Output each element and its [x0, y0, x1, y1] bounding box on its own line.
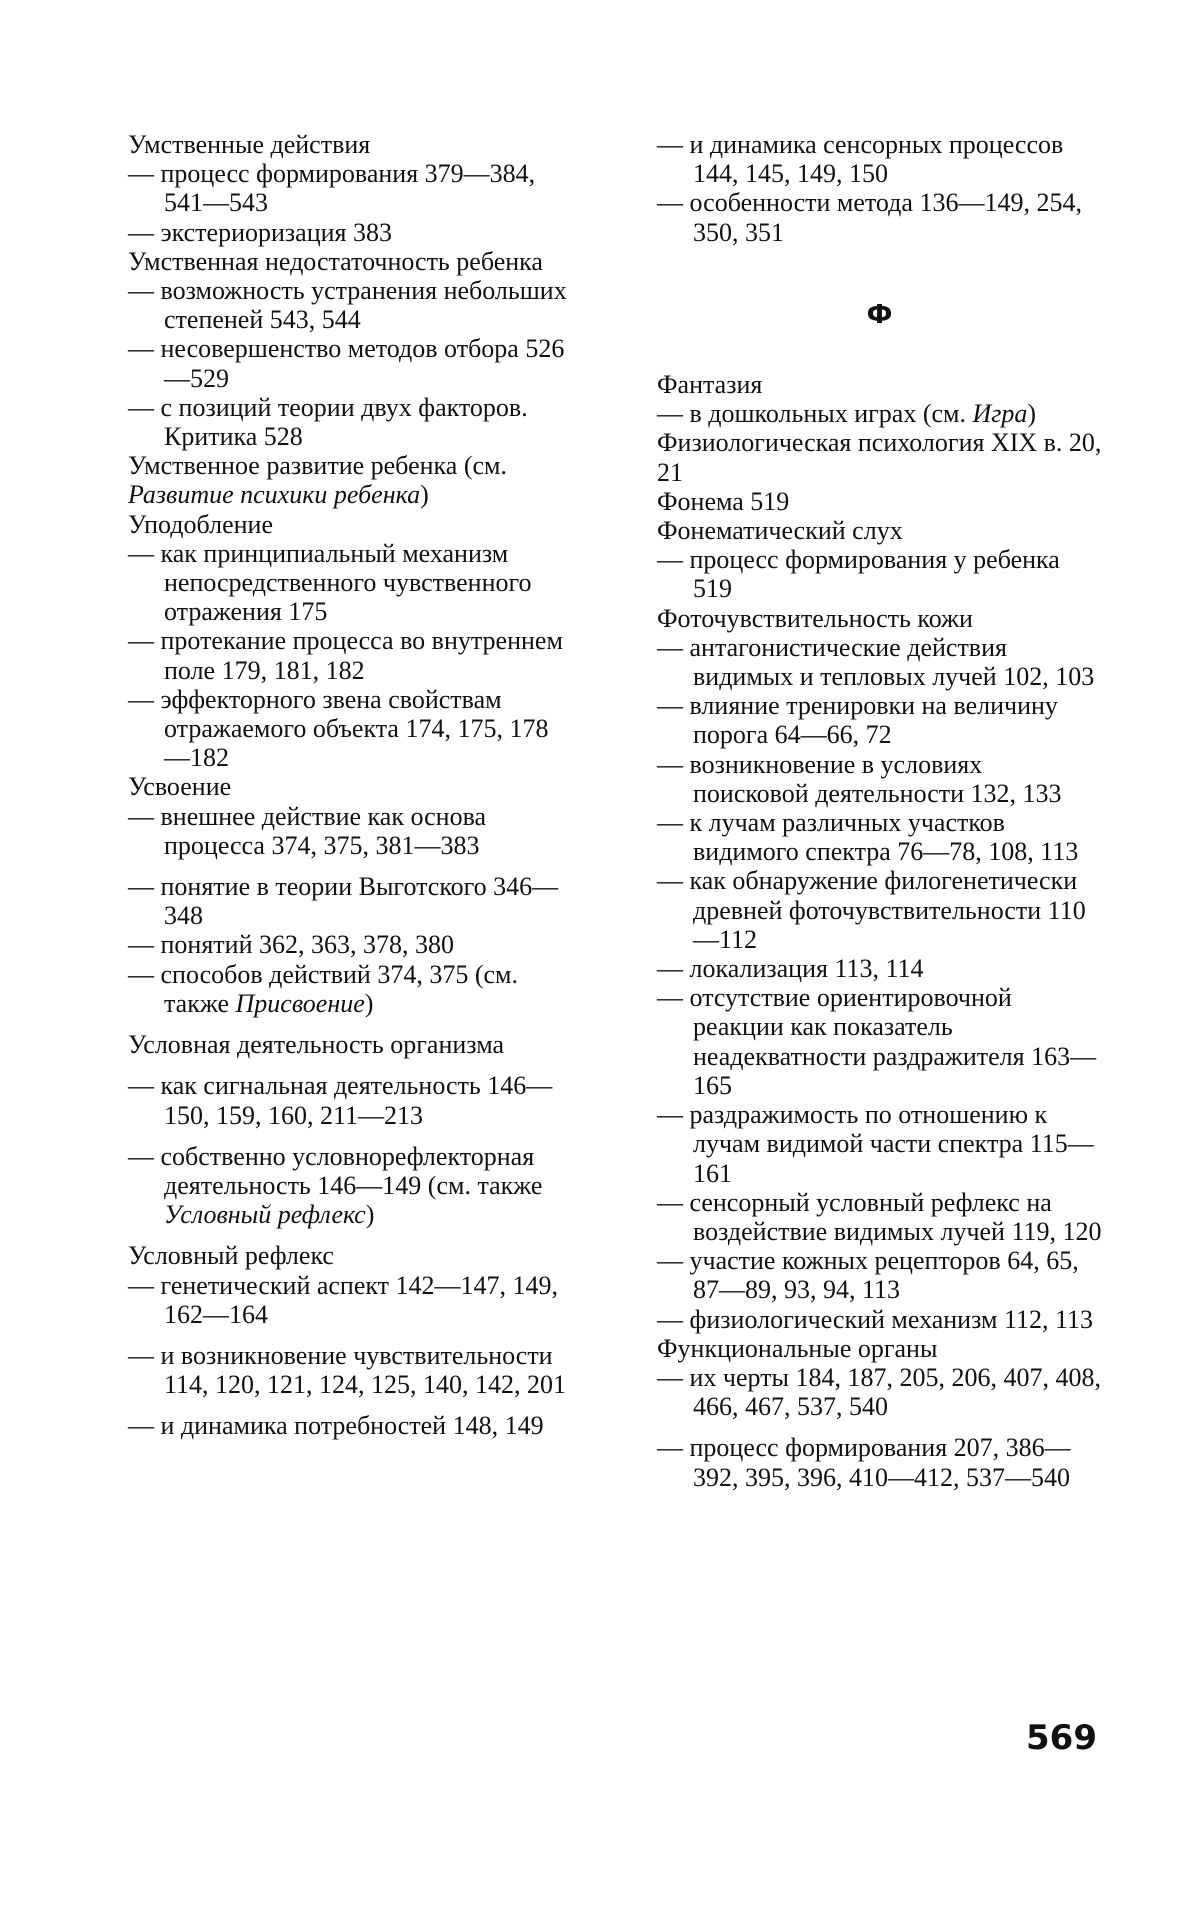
index-heading [657, 604, 1102, 633]
index-subentry [128, 1411, 573, 1440]
index-heading [657, 1334, 1102, 1363]
entry-text: — понятий 362, 363, 378, 380 [128, 930, 454, 960]
entry-text: — понятие в теории Выготского 346—348 [128, 872, 559, 931]
index-subentry [657, 130, 1102, 188]
index-subentry [657, 1433, 1102, 1491]
entry-text: — процесс формирования у ребенка 519 [657, 545, 1060, 604]
entry-text: — способов действий 374, 375 [128, 959, 469, 989]
continued-entries [657, 130, 1102, 247]
index-subentry [128, 334, 573, 392]
entry-text: — к лучам различных участков видимого спектра 76—78, 108, 113 [657, 808, 1079, 867]
entry-text: — собственно условнорефлекторная деятельность 146—149 [128, 1141, 535, 1200]
entry-text: — возникновение в условиях поисковой деятельности 132, 133 [657, 749, 1062, 808]
entry-text: — влияние тренировки на величину порога 64—66, 72 [657, 691, 1058, 750]
index-subentry [128, 276, 573, 334]
index-heading [657, 516, 1102, 545]
index-subentry [128, 539, 573, 627]
index-subentry [657, 1100, 1102, 1188]
entry-text: — их черты 184, 187, 205, 206, 407, 408, 466, 467, 537, 540 [657, 1362, 1102, 1422]
entry-text: — и динамика потребностей 148, 149 [128, 1411, 544, 1441]
entry-text: Фонема 519 [657, 486, 790, 516]
index-subentry [657, 691, 1102, 749]
entry-text: Умственная недостаточность ребенка [128, 246, 543, 276]
entry-text: — и возникновение чувствительности 114, 120, 121, 124, 125, 140, 142, 201 [128, 1340, 567, 1400]
cross-ref-prefix: (см. также [164, 959, 518, 1018]
cross-ref-suffix: ) [364, 988, 374, 1018]
entry-text: — участие кожных рецепторов 64, 65, 87—89, 93, 94, 113 [657, 1246, 1079, 1305]
index-subentry [657, 750, 1102, 808]
cross-ref-suffix: ) [1027, 399, 1037, 429]
index-subentry [128, 960, 573, 1018]
entry-text: — антагонистические действия видимых и тепловых лучей 102, 103 [657, 632, 1095, 692]
index-subentry [657, 983, 1102, 1100]
entry-text: Усвоение [128, 772, 232, 802]
index-subentry [657, 808, 1102, 866]
entry-text: — отсутствие ориентировочной реакции как показатель неадекватности раздражителя 163—165 [657, 983, 1097, 1100]
index-subentry [128, 218, 573, 247]
index-subentry [128, 1341, 573, 1399]
entry-text: — особенности метода 136—149, 254, 350, 351 [657, 188, 1082, 247]
entry-text: — физиологический механизм 112, 113 [657, 1304, 1094, 1334]
entry-text: — процесс формирования 207, 386—392, 395, 396, 410—412, 537—540 [657, 1433, 1071, 1492]
index-subentry [128, 393, 573, 451]
entry-text: — экстериоризация 383 [128, 217, 393, 247]
index-subentry [657, 866, 1102, 954]
entry-text: — генетический аспект 142—147, 149, 162—164 [128, 1270, 559, 1329]
entry-text: — протекание процесса во внутреннем поле 179, 181, 182 [128, 626, 563, 685]
entry-text: Умственные действия [128, 130, 371, 159]
entry-text: — и динамика сенсорных процессов 144, 145, 149, 150 [657, 130, 1064, 189]
index-column-right [657, 130, 1102, 1492]
index-heading [128, 1030, 573, 1059]
index-subentry [657, 399, 1102, 428]
cross-ref-suffix: ) [365, 1200, 375, 1230]
index-column-left [128, 130, 573, 1441]
index-heading [657, 487, 1102, 516]
entry-text: Условный рефлекс [128, 1241, 334, 1271]
entry-text: — в дошкольных играх [657, 399, 917, 429]
index-heading [128, 1241, 573, 1270]
entry-text: — процесс формирования 379—384, 541—543 [128, 159, 536, 218]
index-subentry [128, 802, 573, 860]
page-number: 569 [1026, 1718, 1097, 1758]
entry-text: Фоточувствительность кожи [657, 603, 973, 633]
entry-text: Фантазия [657, 370, 763, 400]
entry-text: — сенсорный условный рефлекс на воздействие видимых лучей 119, 120 [657, 1187, 1102, 1246]
cross-ref-prefix: (см. также [427, 1170, 543, 1200]
index-heading [128, 772, 573, 801]
index-subentry [128, 930, 573, 959]
cross-ref-term: Условный рефлекс [164, 1200, 366, 1230]
index-heading [128, 130, 573, 159]
index-heading [657, 370, 1102, 399]
index-subentry [657, 188, 1102, 246]
entry-text: Физиологическая психология XIX в. 20, 21 [657, 428, 1102, 487]
index-subentry [657, 1188, 1102, 1246]
index-subentry [128, 872, 573, 930]
entry-text: — внешнее действие как основа процесса 374, 375, 381—383 [128, 801, 487, 860]
index-subentry [128, 685, 573, 773]
index-subentry [128, 626, 573, 684]
entry-text: Условная деятельность организма [128, 1030, 505, 1060]
section-f-entries [657, 370, 1102, 1492]
index-subentry [128, 159, 573, 217]
index-subentry [128, 1271, 573, 1329]
entry-text: — возможность устранения небольших степеней 543, 544 [128, 276, 567, 335]
index-subentry [657, 1363, 1102, 1421]
entry-text: — эффекторного звена свойствам отражаемого объекта 174, 175, 178—182 [128, 684, 549, 773]
index-subentry [657, 633, 1102, 691]
index-subentry [657, 1305, 1102, 1334]
entry-text: — как обнаружение филогенетически древней фоточувствительности 110—112 [657, 866, 1086, 954]
cross-ref-prefix: (см. [463, 451, 507, 481]
cross-ref-suffix: ) [420, 480, 429, 510]
cross-ref-term: Присвоение [235, 988, 365, 1018]
cross-ref-term: Игра [972, 399, 1028, 429]
entry-text: Функциональные органы [657, 1333, 938, 1363]
index-subentry [128, 1142, 573, 1230]
index-heading [128, 510, 573, 539]
index-heading [128, 247, 573, 276]
entry-text: Уподобление [128, 509, 273, 539]
entry-text: Умственное развитие ребенка [128, 451, 458, 481]
index-heading [657, 428, 1102, 486]
index-subentry [128, 1071, 573, 1129]
section-letter-heading: Ф [866, 299, 893, 330]
index-heading [128, 451, 573, 509]
entry-text: — раздражимость по отношению к лучам видимой части спектра 115—161 [657, 1100, 1094, 1188]
cross-ref-term: Развитие психики ребенка [128, 480, 421, 510]
entry-text: — локализация 113, 114 [657, 954, 924, 984]
entry-text: — несовершенство методов отбора 526—529 [128, 334, 565, 393]
entry-text: Фонематический слух [657, 516, 903, 546]
index-subentry [657, 954, 1102, 983]
index-subentry [657, 1246, 1102, 1304]
entry-text: — как принципиальный механизм непосредственного чувственного отражения 175 [128, 538, 532, 627]
index-subentry [657, 545, 1102, 603]
entry-text: — как сигнальная деятельность 146—150, 159, 160, 211—213 [128, 1071, 553, 1130]
cross-ref-prefix: (см. [922, 399, 973, 429]
entry-text: — с позиций теории двух факторов. Критика 528 [128, 392, 528, 452]
